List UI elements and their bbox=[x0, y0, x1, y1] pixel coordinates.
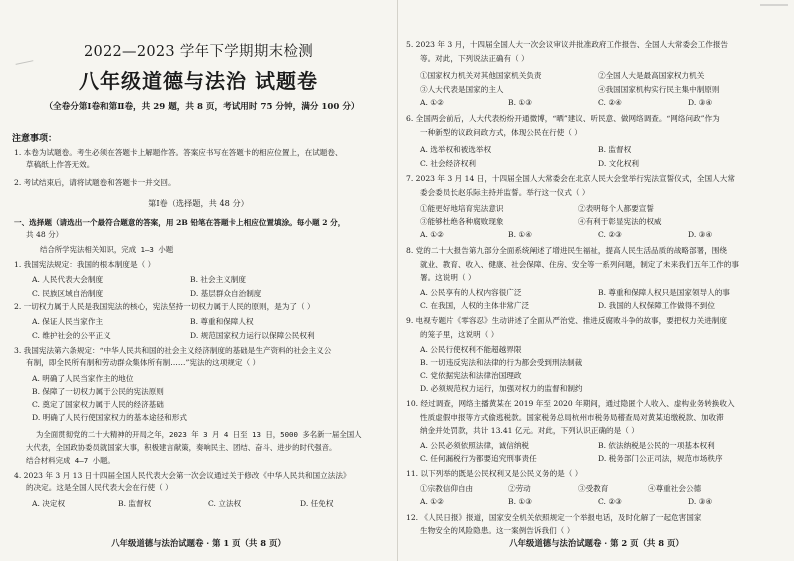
q3-option-a: A. 明确了人民当家作主的地位 bbox=[32, 374, 134, 383]
q1-option-b: B. 社会主义制度 bbox=[190, 275, 246, 284]
notice-heading: 注意事项： bbox=[12, 134, 58, 144]
q9-option-b: B. 一切违反宪法和法律的行为都会受到刑法制裁 bbox=[420, 358, 583, 367]
q7-statement-3: ③能够杜绝各种腐败现象 bbox=[420, 217, 504, 226]
question-6-line-1: 6. 全国两会前后，人大代表纷纷开通微博，“晒”建议、听民意、做网络调查。“网络问政”作为 bbox=[406, 114, 720, 123]
q11-statement-1: ①宗教信仰自由 bbox=[420, 484, 474, 493]
q5-statement-1: ①国家权力机关对其他国家机关负责 bbox=[420, 71, 542, 80]
question-5-line-1: 5. 2023 年 3 月，十四届全国人大一次会议审议并批准政府工作报告、全国人大常委会工作报告 bbox=[406, 40, 729, 49]
q7-statement-1: ①能更好地培育宪法意识 bbox=[420, 204, 504, 213]
q4-option-b: B. 监督权 bbox=[118, 499, 152, 508]
q2-option-a: A. 保证人民当家作主 bbox=[32, 317, 104, 326]
q11-option-d: D. ③④ bbox=[688, 497, 713, 506]
q9-option-c: C. 党依据宪法和法律治国理政 bbox=[420, 371, 522, 380]
intro-q4-7-line-1: 为全面贯彻党的二十大精神的开局之年，2023 年 3 月 4 日至 13 日，5000 多名新一届全国人 bbox=[36, 430, 362, 439]
q11-statement-3: ③受教育 bbox=[578, 484, 609, 493]
q5-option-a: A. ①② bbox=[420, 98, 444, 107]
q11-option-b: B. ①③ bbox=[508, 497, 533, 506]
q6-option-a: A. 选举权和被选举权 bbox=[420, 145, 492, 154]
question-10-line-3: 纳金并处罚款，共计 13.41 亿元。对此，下列认识正确的是（ ） bbox=[420, 426, 639, 435]
question-5-line-2: 等。对此，下列说法正确有（ ） bbox=[420, 54, 529, 63]
exam-year-title: 2022—2023 学年下学期期末检测 bbox=[83, 44, 314, 60]
q11-statement-2: ②劳动 bbox=[508, 484, 531, 493]
question-12-line-1: 12. 《人民日报》报道，国家安全机关依照规定一个举报电话，及时化解了一起危害国家 bbox=[406, 513, 702, 522]
part-1-heading: 第Ⅰ卷（选择题，共 48 分） bbox=[148, 198, 249, 208]
q2-option-c: C. 维护社会的公平正义 bbox=[32, 331, 111, 340]
exam-page-2 bbox=[397, 0, 794, 561]
q8-option-b: B. 尊重和保障人权只是国家领导人的事 bbox=[598, 288, 730, 297]
q1-option-c: C. 民族区域自治制度 bbox=[32, 289, 104, 298]
q5-statement-4: ④我国国家机构实行民主集中制原则 bbox=[598, 85, 720, 94]
scan-smudge bbox=[760, 4, 788, 10]
q5-option-d: D. ③④ bbox=[688, 98, 713, 107]
q5-statement-2: ②全国人大是最高国家权力机关 bbox=[598, 71, 705, 80]
question-2: 2. 一切权力属于人民是我国宪法的核心，宪法坚持一切权力属于人民的原则，是为了（ ） bbox=[14, 302, 315, 311]
question-4-line-1: 4. 2023 年 3 月 13 日十四届全国人民代表大会第一次会议通过关于修改《中华人民共和国立法法》 bbox=[14, 471, 351, 480]
intro-q4-7-line-2: 大代表，全国政协委员就国家大事，积极建言献策，奏响民主、团结、奋斗、进步的时代强音。 bbox=[26, 443, 337, 452]
section-1-heading-a: 一、选择题（请选出一个最符合题意的答案，用 2B 铅笔在答题卡上相应位置填涂。每小题 2 分， bbox=[14, 218, 346, 227]
q8-option-c: C. 在我国，人权的主体非常广泛 bbox=[420, 301, 530, 310]
q10-option-a: A. 公民必须依照法律，诚信纳税 bbox=[420, 441, 530, 450]
page-1-footer: 八年级道德与法治试题卷 · 第 1 页（共 8 页） bbox=[111, 538, 286, 548]
q7-option-a: A. ①② bbox=[420, 230, 444, 239]
question-8-line-2: 就业、教育、收入、健康、社会保障、住房、安全等一系列问题，制定了未来我们五年工作的事 bbox=[420, 260, 739, 269]
q4-option-c: C. 立法权 bbox=[208, 499, 242, 508]
q11-option-a: A. ①② bbox=[420, 497, 444, 506]
q7-statement-4: ④有利于彰显宪法的权威 bbox=[578, 217, 662, 226]
notice-1b: 草稿纸上作答无效。 bbox=[26, 160, 95, 169]
q7-option-c: C. ②③ bbox=[598, 230, 622, 239]
question-12-line-2: 生物安全的风险隐患。这一案例告诉我们（ ） bbox=[420, 526, 575, 535]
question-4-line-2: 的决定。这是全国人民代表大会在行使（ ） bbox=[26, 483, 173, 492]
page-2-footer: 八年级道德与法治试题卷 · 第 2 页（共 8 页） bbox=[509, 538, 684, 548]
question-10-line-1: 10. 经过调查，网络主播黄某在 2019 年至 2020 年期间，通过隐匿个人收入、虚构业务转换收入 bbox=[406, 399, 735, 408]
question-3-line-1: 3. 我国宪法第六条规定：“中华人民共和国的社会主义经济制度的基础是生产资料的社会主义公 bbox=[14, 346, 332, 355]
exam-subject-title: 八年级道德与法治 试题卷 bbox=[79, 69, 318, 93]
question-7-line-2: 委会委员长赵乐际主持并监誓。举行这一仪式（ ） bbox=[420, 188, 590, 197]
q2-option-b: B. 尊重和保障人权 bbox=[190, 317, 254, 326]
q2-option-d: D. 规范国家权力运行以保障公民权利 bbox=[190, 331, 315, 340]
q7-statement-2: ②表明每个人都要宣誓 bbox=[578, 204, 654, 213]
q8-option-d: D. 我国的人权保障工作做得不到位 bbox=[598, 301, 715, 310]
q5-option-b: B. ①③ bbox=[508, 98, 533, 107]
q6-option-d: D. 文化权利 bbox=[598, 159, 640, 168]
q10-option-d: D. 税务部门公正司法，规范市场秩序 bbox=[598, 454, 723, 463]
question-1: 1. 我国宪法规定：我国的根本制度是（ ） bbox=[14, 260, 156, 269]
q4-option-d: D. 任免权 bbox=[300, 499, 334, 508]
question-6-line-2: 一种新型的议政问政方式，体现公民在行使（ ） bbox=[420, 128, 582, 137]
q7-option-b: B. ①④ bbox=[508, 230, 533, 239]
q6-option-c: C. 社会经济权利 bbox=[420, 159, 476, 168]
q3-option-d: D. 明确了人民行使国家权力的基本途径和形式 bbox=[32, 413, 187, 422]
question-7-line-1: 7. 2023 年 3 月 14 日，十四届全国人大常委会在北京人民大会堂举行宪法宣誓仪式，全国人大常 bbox=[406, 174, 735, 183]
exam-info-line: （全卷分第Ⅰ卷和第Ⅱ卷，共 29 题，共 8 页，考试用时 75 分钟，满分 100 分） bbox=[44, 102, 360, 112]
q1-option-d: D. 基层群众自治制度 bbox=[190, 289, 262, 298]
q5-option-c: C. ②④ bbox=[598, 98, 622, 107]
q8-option-a: A. 公民享有的人权内容很广泛 bbox=[420, 288, 522, 297]
question-9-line-1: 9. 电视专题片《零容忍》生动讲述了全面从严治党、推进反腐败斗争的故事，要把权力关进制度 bbox=[406, 316, 727, 325]
q11-statement-4: ④尊重社会公德 bbox=[648, 484, 702, 493]
question-8-line-1: 8. 党的二十大报告第九部分全面系统阐述了增进民生福祉，提高人民生活品质的战略部署，围绕 bbox=[406, 246, 727, 255]
question-11: 11. 以下列举的既是公民权利又是公民义务的是（ ） bbox=[406, 469, 583, 478]
question-10-line-2: 性质虚假申报等方式偷逃税款。国家税务总局杭州市税务局稽查局对黄某追缴税款、加收滞 bbox=[420, 413, 724, 422]
q9-option-a: A. 公民行使权利不能超越界限 bbox=[420, 345, 522, 354]
q4-option-a: A. 决定权 bbox=[32, 499, 66, 508]
q6-option-b: B. 监督权 bbox=[598, 145, 632, 154]
question-9-line-2: 的笼子里，这说明（ ） bbox=[420, 330, 499, 339]
q1-option-a: A. 人民代表大会制度 bbox=[32, 275, 104, 284]
q7-option-d: D. ③④ bbox=[688, 230, 713, 239]
intro-q4-7-line-3: 结合材料完成 4—7 小题。 bbox=[26, 456, 115, 465]
intro-q1-3: 结合所学宪法相关知识，完成 1—3 小题 bbox=[40, 245, 174, 254]
q5-statement-3: ③人大代表是国家的主人 bbox=[420, 85, 504, 94]
section-1-heading-b: 共 48 分） bbox=[26, 230, 64, 239]
q11-option-c: C. ②③ bbox=[598, 497, 622, 506]
question-3-line-2: 有制，即全民所有制和劳动群众集体所有制……”宪法的这项规定（ ） bbox=[26, 358, 261, 367]
q10-option-c: C. 任何漏税行为都要追究刑事责任 bbox=[420, 454, 537, 463]
q9-option-d: D. 必须规范权力运行，加强对权力的监督和制约 bbox=[420, 384, 583, 393]
notice-2: 2. 考试结束后，请将试题卷和答题卡一并交回。 bbox=[14, 178, 176, 187]
q10-option-b: B. 依法纳税是公民的一项基本权利 bbox=[598, 441, 715, 450]
notice-1a: 1. 本卷为试题卷。考生必须在答题卡上解题作答。答案应书写在答题卡的相应位置上，在试题卷、 bbox=[14, 148, 343, 157]
question-8-line-3: 署。这说明（ ） bbox=[420, 273, 476, 282]
q3-option-c: C. 奠定了国家权力属于人民的经济基础 bbox=[32, 400, 164, 409]
q3-option-b: B. 保障了一切权力属于公民的宪法原则 bbox=[32, 387, 164, 396]
